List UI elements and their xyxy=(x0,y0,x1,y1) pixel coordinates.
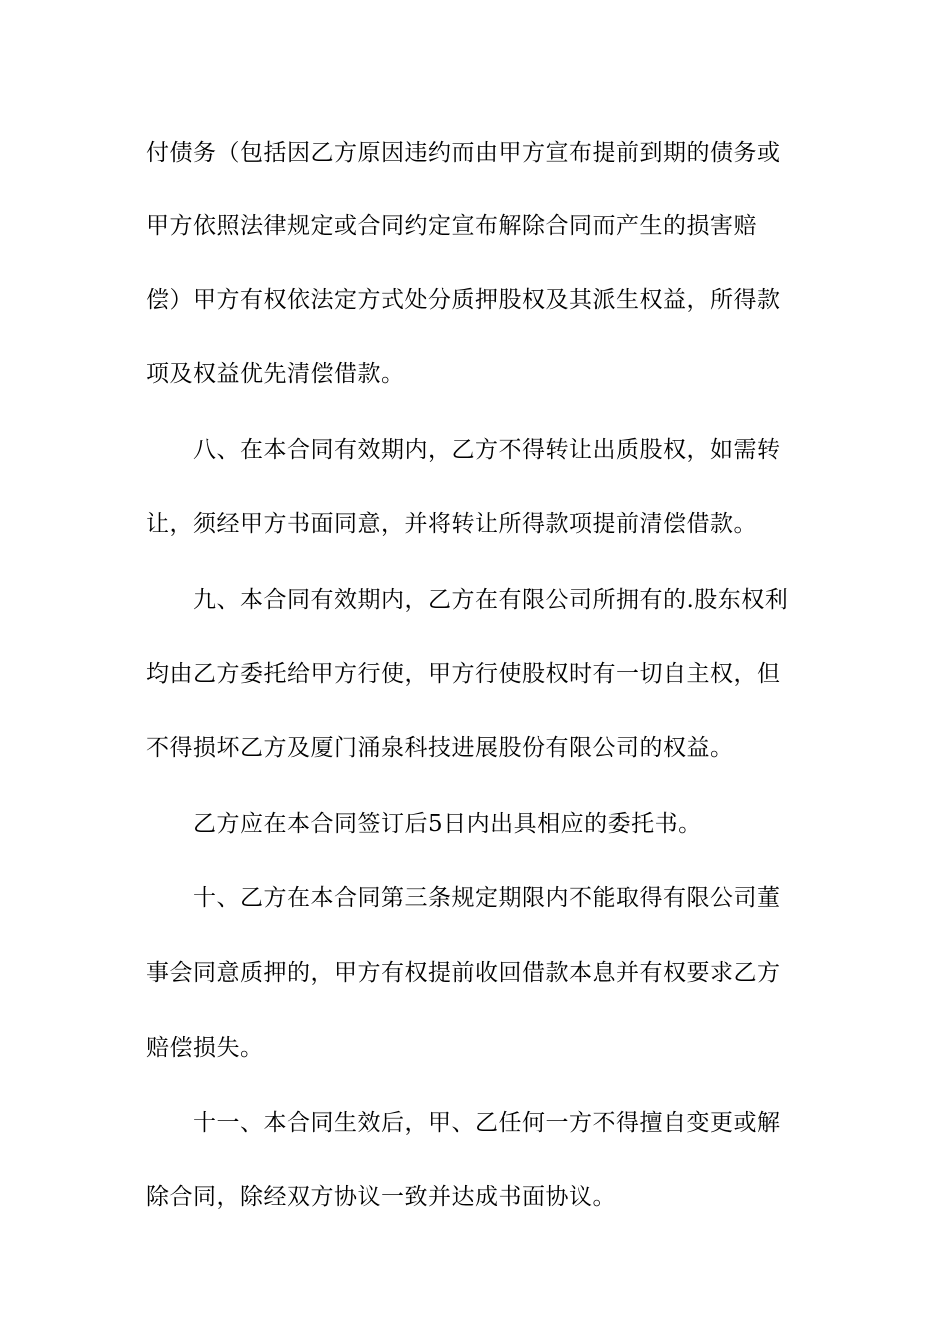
text-line: 甲方依照法律规定或合同约定宣布解除合同而产生的损害赔 xyxy=(146,213,757,239)
paragraph-10-first-line: 十、乙方在本合同第三条规定期限内不能取得有限公司董 xyxy=(193,885,781,911)
paragraph-8-first-line: 八、在本合同有效期内，乙方不得转让出质股权，如需转 xyxy=(193,437,781,463)
text-line: 除合同，除经双方协议一致并达成书面协议。 xyxy=(146,1184,616,1210)
text-line: 项及权益优先清偿借款。 xyxy=(146,361,405,387)
paragraph-delegation-line: 乙方应在本合同签订后5日内出具相应的委托书。 xyxy=(193,811,702,837)
text-line: 偿）甲方有权依法定方式处分质押股权及其派生权益，所得款 xyxy=(146,287,781,313)
text-line: 均由乙方委托给甲方行使，甲方行使股权时有一切自主权，但 xyxy=(146,661,781,687)
text-line: 不得损坏乙方及厦门涌泉科技进展股份有限公司的权益。 xyxy=(146,735,734,761)
paragraph-9-first-line: 九、本合同有效期内，乙方在有限公司所拥有的.股东权利 xyxy=(193,587,789,613)
paragraph-11-first-line: 十一、本合同生效后，甲、乙任何一方不得擅自变更或解 xyxy=(193,1110,781,1136)
text-line: 赔偿损失。 xyxy=(146,1035,264,1061)
text-line: 让，须经甲方书面同意，并将转让所得款项提前清偿借款。 xyxy=(146,511,757,537)
text-line: 付债务（包括因乙方原因违约而由甲方宣布提前到期的债务或 xyxy=(146,140,781,166)
text-line: 事会同意质押的，甲方有权提前收回借款本息并有权要求乙方 xyxy=(146,960,781,986)
